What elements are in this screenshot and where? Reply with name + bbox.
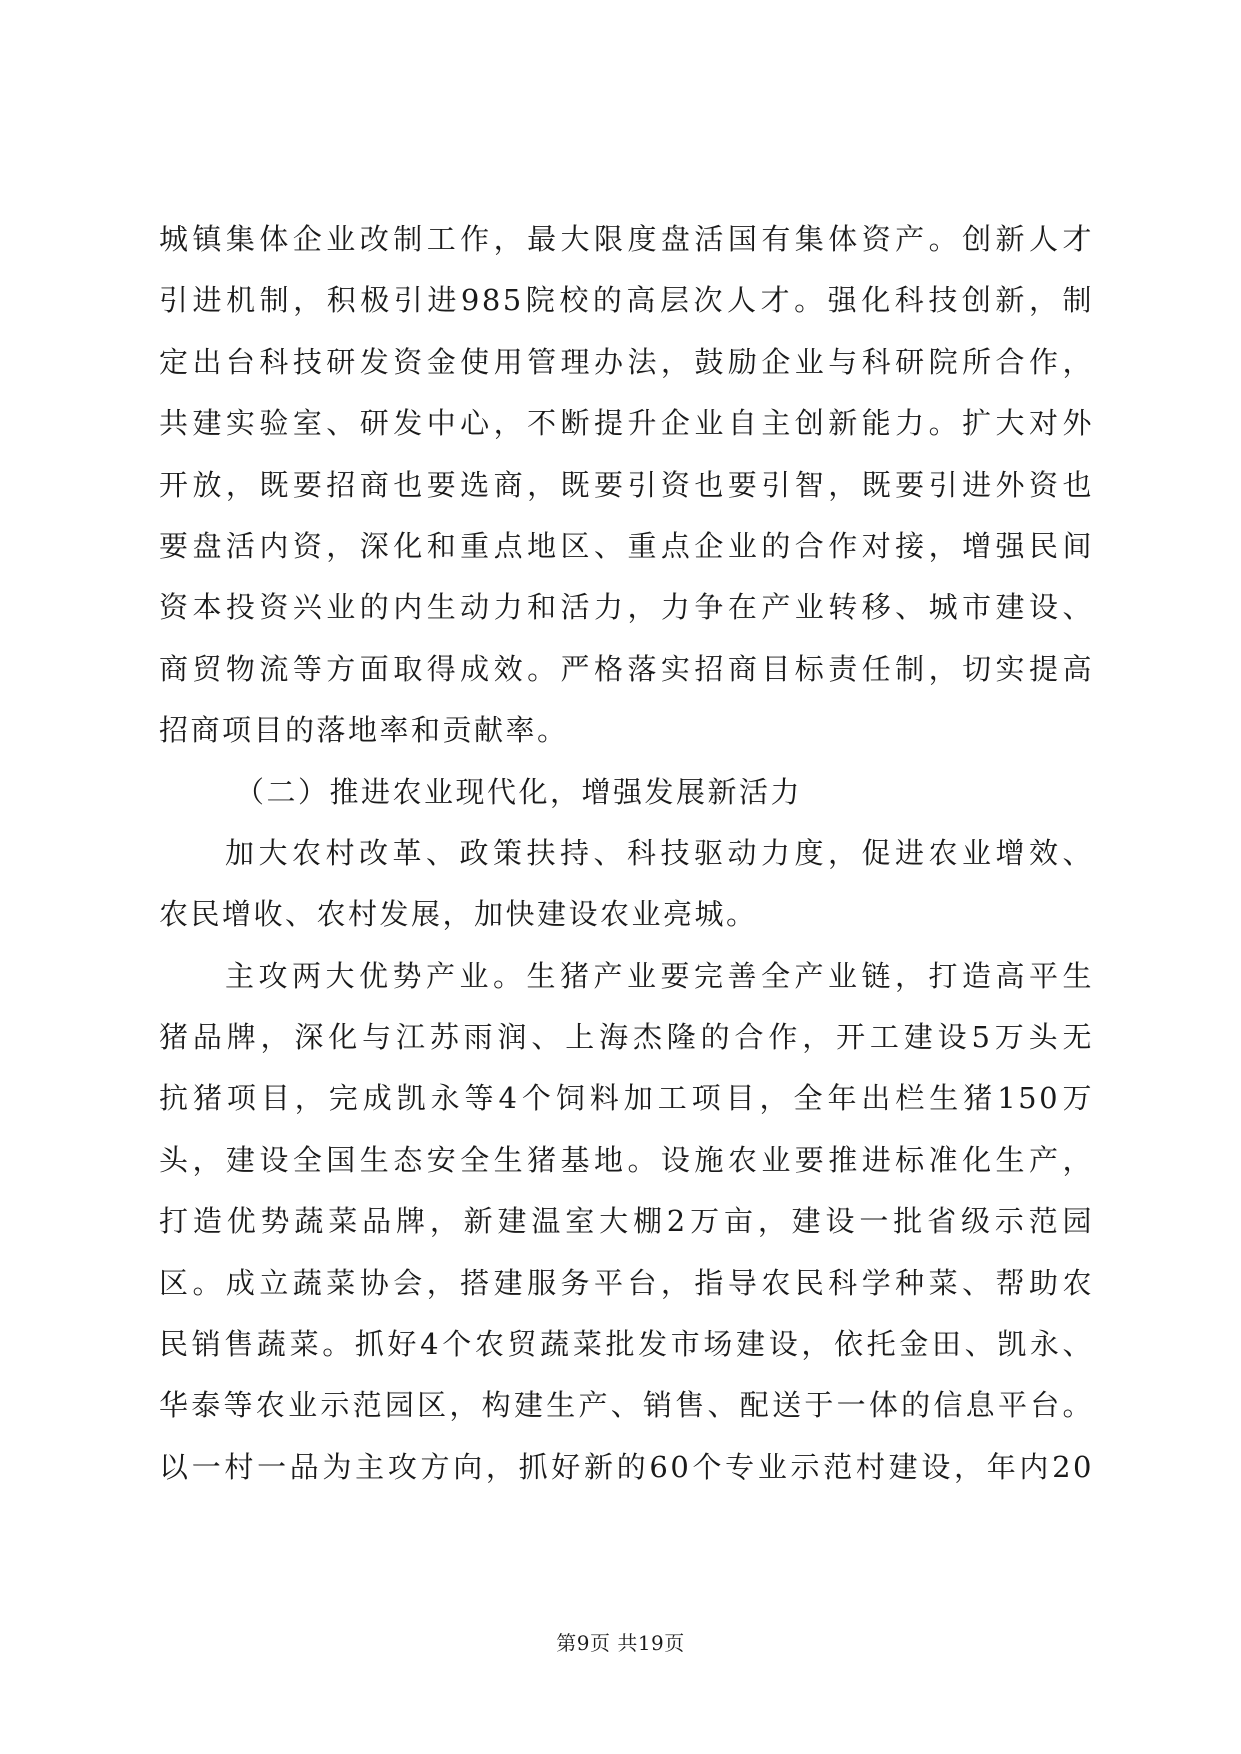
body-line: 城镇集体企业改制工作，最大限度盘活国有集体资产。创新人才 xyxy=(159,222,1094,256)
body-line: 区。成立蔬菜协会，搭建服务平台，指导农民科学种菜、帮助农 xyxy=(159,1265,1094,1300)
body-line: 华泰等农业示范园区，构建生产、销售、配送于一体的信息平台。 xyxy=(159,1388,1094,1423)
body-line: 招商项目的落地率和贡献率。 xyxy=(159,713,569,748)
body-line: 猪品牌，深化与江苏雨润、上海杰隆的合作，开工建设5万头无 xyxy=(159,1020,1094,1055)
body-line: 商贸物流等方面取得成效。严格落实招商目标责任制，切实提高 xyxy=(159,651,1094,686)
body-line: 资本投资兴业的内生动力和活力，力争在产业转移、城市建设、 xyxy=(159,590,1094,625)
body-line: 农民增收、农村发展，加快建设农业亮城。 xyxy=(159,897,758,932)
body-line: 引进机制，积极引进985院校的高层次人才。强化科技创新，制 xyxy=(159,283,1094,318)
body-line: 民销售蔬菜。抓好4个农贸蔬菜批发市场建设，依托金田、凯永、 xyxy=(159,1327,1094,1362)
body-line: 头，建设全国生态安全生猪基地。设施农业要推进标准化生产， xyxy=(159,1142,1094,1177)
body-line: 开放，既要招商也要选商，既要引资也要引智，既要引进外资也 xyxy=(159,467,1094,502)
body-line: 抗猪项目，完成凯永等4个饲料加工项目，全年出栏生猪150万 xyxy=(159,1081,1094,1116)
document-body xyxy=(159,223,1094,1512)
paragraph-first-line: 主攻两大优势产业。生猪产业要完善全产业链，打造高平生 xyxy=(225,958,1094,993)
body-line: 共建实验室、研发中心，不断提升企业自主创新能力。扩大对外 xyxy=(159,406,1094,441)
body-line: 打造优势蔬菜品牌，新建温室大棚2万亩，建设一批省级示范园 xyxy=(159,1204,1094,1239)
body-line: 定出台科技研发资金使用管理办法，鼓励企业与科研院所合作， xyxy=(159,344,1094,379)
paragraph-first-line: 加大农村改革、政策扶持、科技驱动力度，促进农业增效、 xyxy=(225,835,1094,870)
section-heading: （二）推进农业现代化，增强发展新活力 xyxy=(235,774,803,809)
body-line: 要盘活内资，深化和重点地区、重点企业的合作对接，增强民间 xyxy=(159,528,1094,563)
body-line: 以一村一品为主攻方向，抓好新的60个专业示范村建设，年内20 xyxy=(159,1449,1094,1484)
page-number-footer: 第9页 共19页 xyxy=(556,1631,685,1655)
